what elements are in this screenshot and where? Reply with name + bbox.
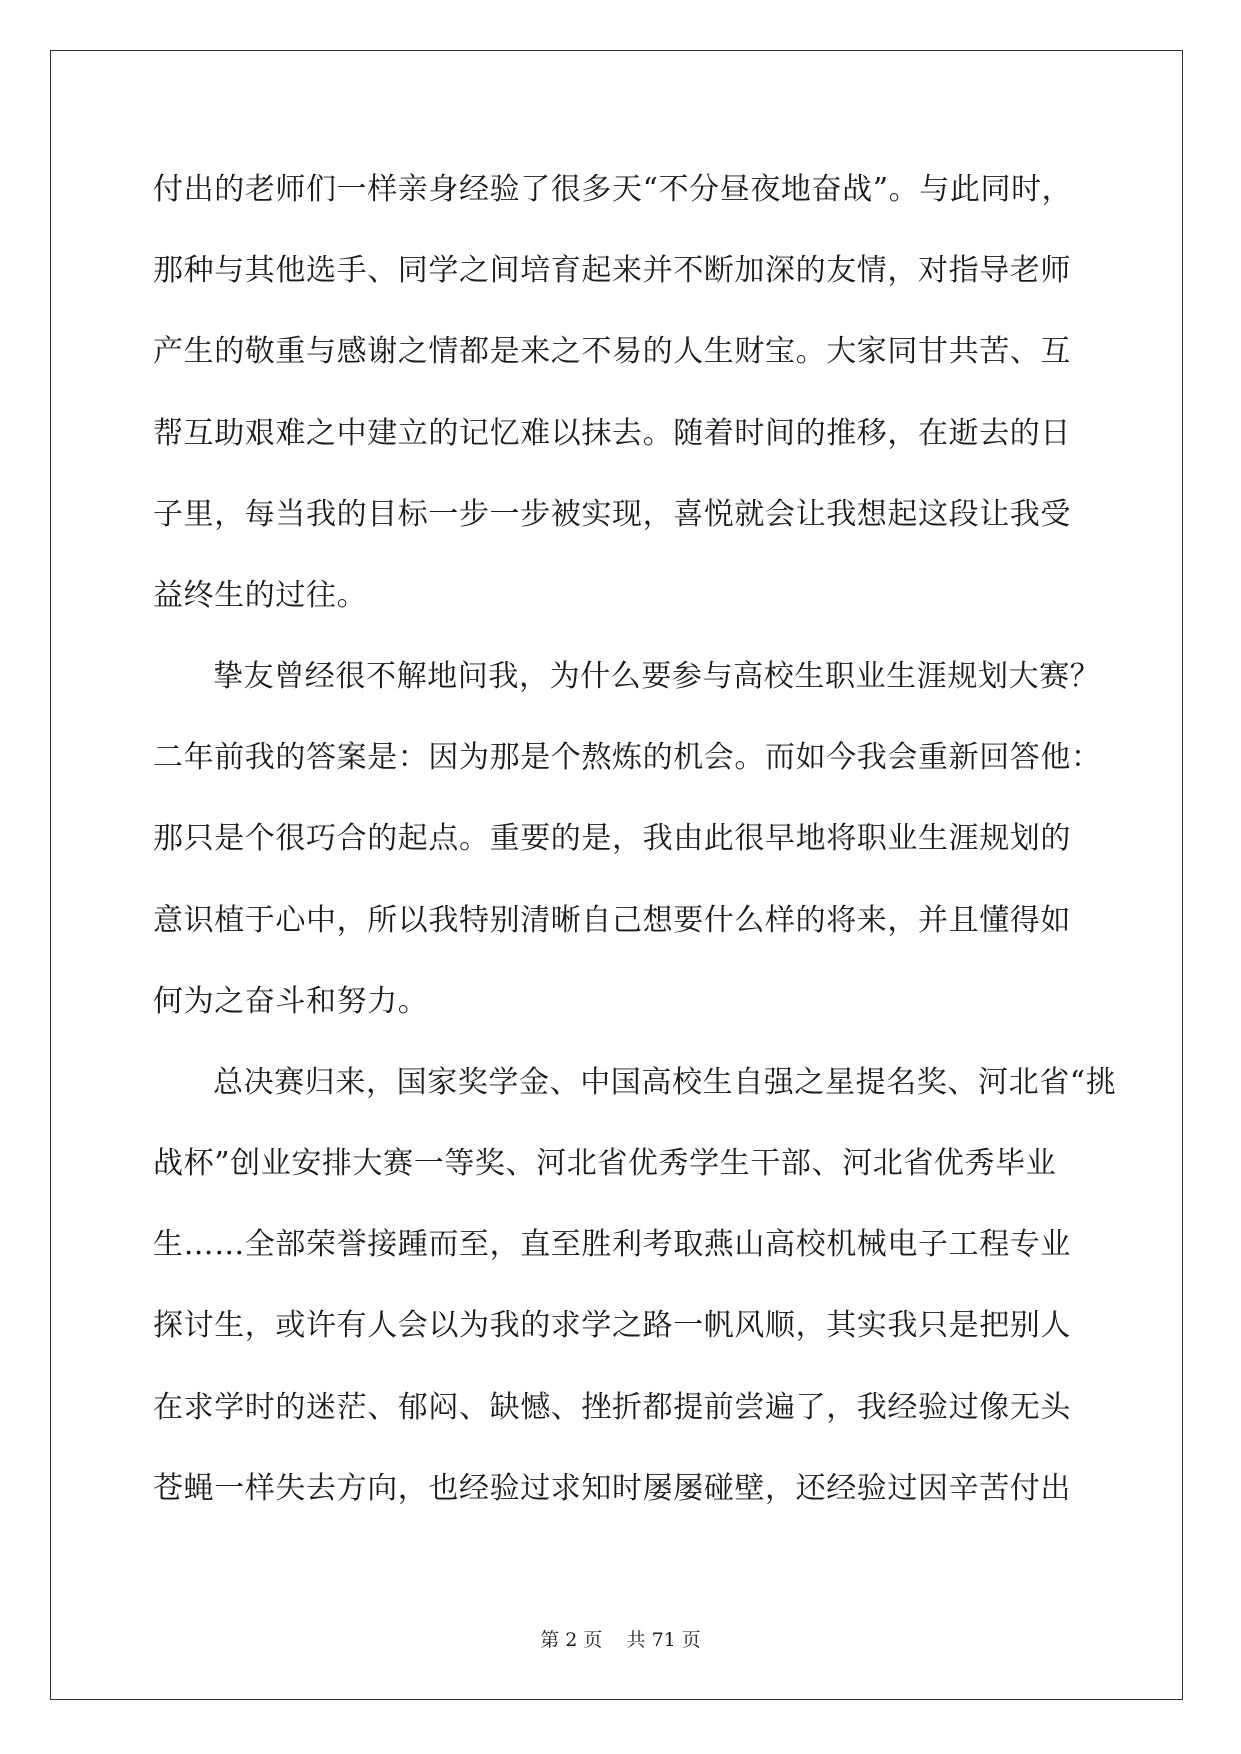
- text-line: 那只是个很巧合的起点。重要的是，我由此很早地将职业生涯规划的: [153, 821, 1071, 856]
- text-line: 二年前我的答案是：因为那是个熬炼的机会。而如今我会重新回答他：: [153, 740, 1102, 775]
- text-line: 帮互助艰难之中建立的记忆难以抹去。随着时间的推移，在逝去的日: [153, 416, 1071, 451]
- text-line: 探讨生，或许有人会以为我的求学之路一帆风顺，其实我只是把别人: [153, 1308, 1071, 1343]
- text-line: 战杯”创业安排大赛一等奖、河北省优秀学生干部、河北省优秀毕业: [153, 1146, 1057, 1181]
- text-line: 那种与其他选手、同学之间培育起来并不断加深的友情，对指导老师: [153, 253, 1071, 288]
- text-line: 产生的敬重与感谢之情都是来之不易的人生财宝。大家同甘共苦、互: [153, 334, 1071, 369]
- paragraph-first-line: 挚友曾经很不解地问我，为什么要参与高校生职业生涯规划大赛？: [213, 659, 1101, 694]
- page-border: [50, 50, 1183, 1700]
- text-line: 苍蝇一样失去方向，也经验过求知时屡屡碰壁，还经验过因辛苦付出: [153, 1471, 1071, 1506]
- text-line: 生……全部荣誉接踵而至，直至胜利考取燕山高校机械电子工程专业: [153, 1227, 1071, 1262]
- text-line: 益终生的过往。: [153, 578, 368, 613]
- text-line: 意识植于心中，所以我特别清晰自己想要什么样的将来，并且懂得如: [153, 903, 1071, 938]
- text-line: 在求学时的迷茫、郁闷、缺憾、挫折都提前尝遍了，我经验过像无头: [153, 1390, 1071, 1425]
- paragraph-first-line: 总决赛归来，国家奖学金、中国高校生自强之星提名奖、河北省“挑: [213, 1065, 1117, 1100]
- text-line: 何为之奋斗和努力。: [153, 984, 429, 1019]
- text-line: 子里，每当我的目标一步一步被实现，喜悦就会让我想起这段让我受: [153, 497, 1071, 532]
- text-line: 付出的老师们一样亲身经验了很多天“不分昼夜地奋战”。与此同时，: [153, 172, 1073, 207]
- page-number-footer: 第 2 页 共 71 页: [540, 1629, 701, 1651]
